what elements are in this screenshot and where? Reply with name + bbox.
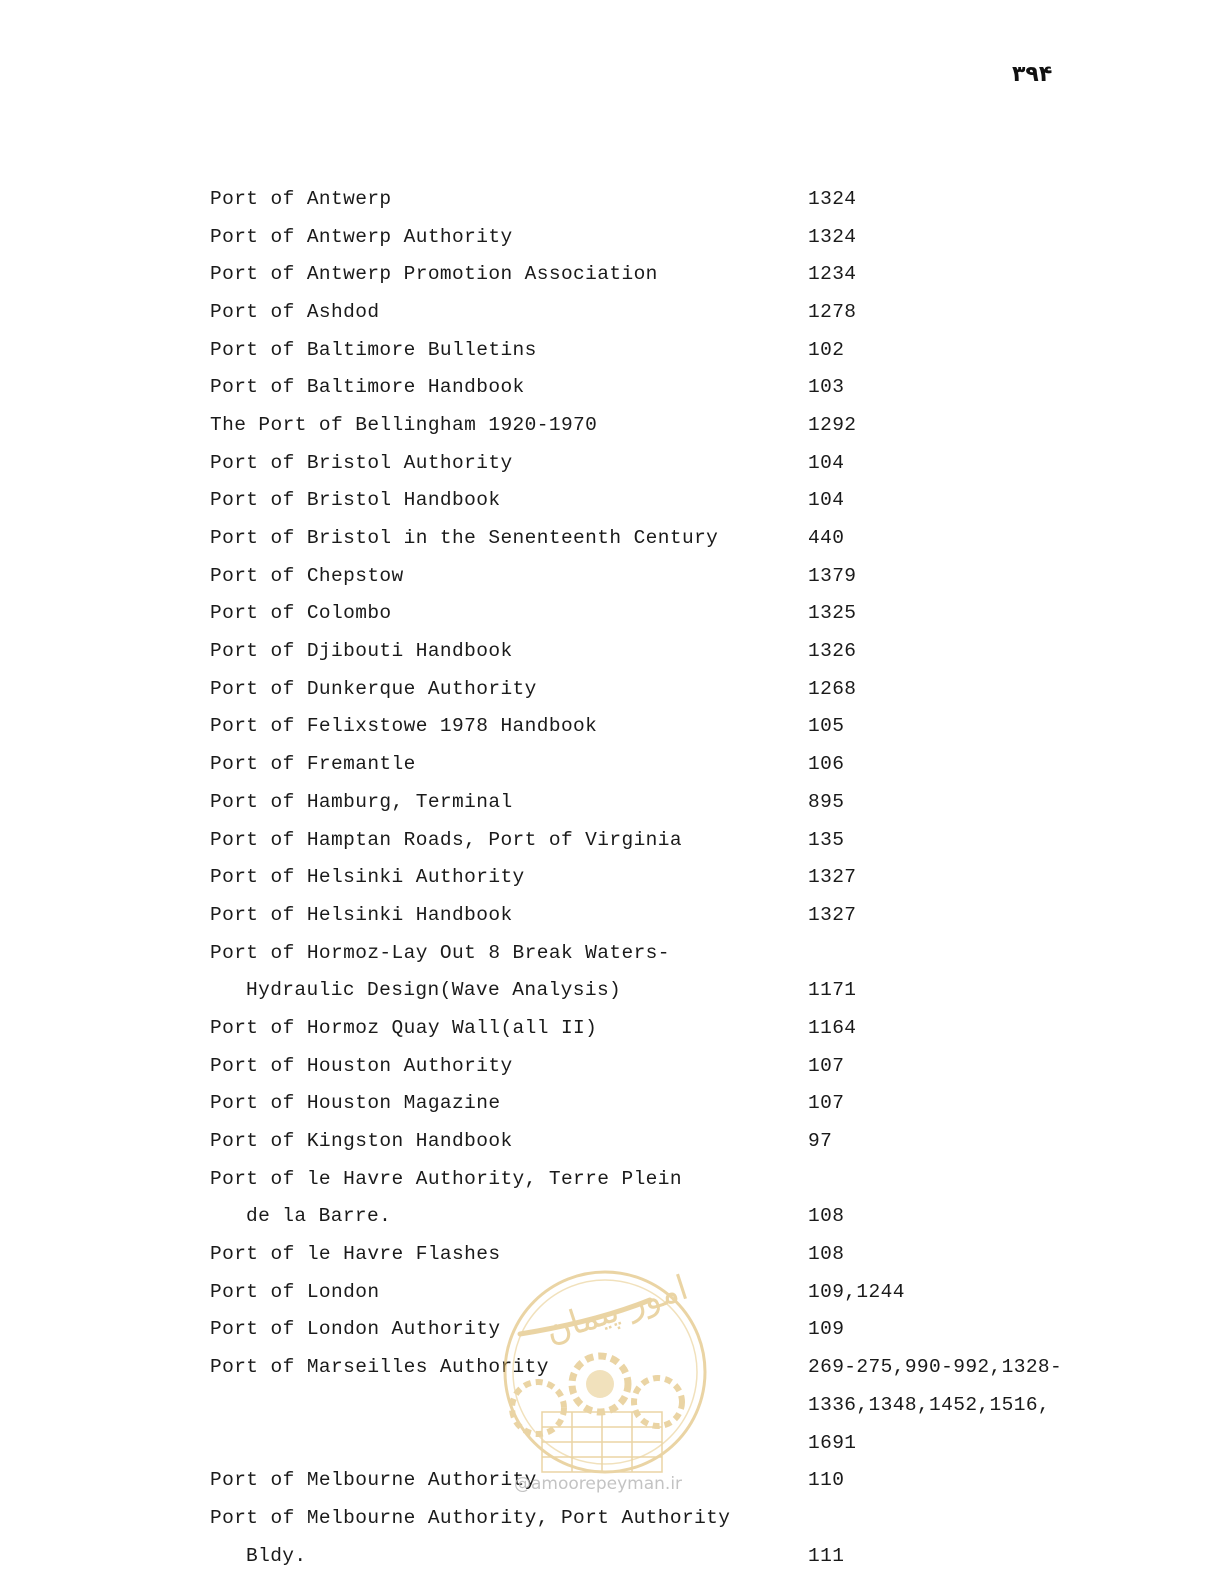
entry-pages: 1336,1348,1452,1516, — [808, 1393, 1051, 1416]
entry-pages: 1327 — [808, 866, 857, 889]
entry-title: Port of Melbourne Authority — [210, 1469, 537, 1492]
entry-title: de la Barre. — [246, 1205, 392, 1228]
entry-title: Port of London — [210, 1280, 380, 1303]
entry-title: Port of Dunkerque Authority — [210, 677, 537, 700]
entry-pages: 1324 — [808, 187, 857, 210]
index-entry — [210, 783, 1110, 821]
entry-title: Port of Ashdod — [210, 300, 380, 323]
entry-title: Port of le Havre Authority, Terre Plein — [210, 1167, 682, 1190]
entry-pages: 1325 — [808, 602, 857, 625]
index-entry — [210, 218, 1110, 256]
entry-title: Port of Colombo — [210, 602, 392, 625]
index-entry — [210, 1273, 1110, 1311]
entry-title: Port of Houston Magazine — [210, 1092, 501, 1115]
entry-pages: 107 — [808, 1092, 845, 1115]
index-entry — [210, 1499, 1110, 1537]
entry-title: The Port of Bellingham 1920-1970 — [210, 413, 598, 436]
index-entry — [210, 1085, 1110, 1123]
entry-title: Port of Baltimore Handbook — [210, 376, 525, 399]
entry-pages: 102 — [808, 338, 845, 361]
index-entry — [210, 1235, 1110, 1273]
page-number: ۳۹۴ — [1012, 62, 1053, 87]
entry-pages: 106 — [808, 753, 845, 776]
index-entry — [210, 1122, 1110, 1160]
entry-title: Port of Bristol Handbook — [210, 489, 501, 512]
index-entry — [210, 858, 1110, 896]
index-entry — [210, 1198, 1110, 1236]
entry-title: Port of Bristol in the Senenteenth Century — [210, 527, 719, 550]
entry-title: Port of Hormoz-Lay Out 8 Break Waters- — [210, 941, 670, 964]
entry-title: Port of Hamburg, Terminal — [210, 790, 513, 813]
entry-pages: 108 — [808, 1243, 845, 1266]
index-list — [210, 180, 1110, 1574]
entry-pages: 104 — [808, 489, 845, 512]
index-entry — [210, 896, 1110, 934]
index-entry — [210, 1386, 1110, 1424]
entry-title: Port of Felixstowe 1978 Handbook — [210, 715, 598, 738]
entry-title: Port of Houston Authority — [210, 1054, 513, 1077]
index-entry — [210, 331, 1110, 369]
entry-pages: 1324 — [808, 225, 857, 248]
entry-pages: 1164 — [808, 1016, 857, 1039]
index-entry — [210, 745, 1110, 783]
entry-pages: 135 — [808, 828, 845, 851]
entry-pages: 108 — [808, 1205, 845, 1228]
entry-title: Hydraulic Design(Wave Analysis) — [246, 979, 622, 1002]
index-entry — [210, 368, 1110, 406]
index-entry — [210, 1160, 1110, 1198]
entry-pages: 269-275,990-992,1328- — [808, 1356, 1063, 1379]
index-entry — [210, 1047, 1110, 1085]
watermark-url: @amoorepeyman.ir — [514, 1474, 683, 1494]
entry-pages: 109,1244 — [808, 1280, 905, 1303]
entry-title: Port of Bristol Authority — [210, 451, 513, 474]
index-entry — [210, 1009, 1110, 1047]
entry-pages: 1234 — [808, 263, 857, 286]
entry-pages: 1292 — [808, 413, 857, 436]
entry-pages: 111 — [808, 1544, 845, 1567]
index-entry — [210, 670, 1110, 708]
index-entry — [210, 519, 1110, 557]
entry-title: Port of Hormoz Quay Wall(all II) — [210, 1016, 598, 1039]
entry-pages: 97 — [808, 1130, 833, 1153]
entry-pages: 440 — [808, 527, 845, 550]
entry-pages: 1327 — [808, 903, 857, 926]
index-entry — [210, 708, 1110, 746]
entry-pages: 109 — [808, 1318, 845, 1341]
entry-title: Port of Baltimore Bulletins — [210, 338, 537, 361]
entry-title: Port of le Havre Flashes — [210, 1243, 501, 1266]
entry-title: Port of Chepstow — [210, 564, 404, 587]
index-entry — [210, 1537, 1110, 1575]
entry-pages: 1379 — [808, 564, 857, 587]
entry-title: Port of Antwerp Promotion Association — [210, 263, 658, 286]
index-entry — [210, 255, 1110, 293]
index-entry — [210, 482, 1110, 520]
entry-title: Port of Marseilles Authority — [210, 1356, 549, 1379]
index-entry — [210, 1424, 1110, 1462]
entry-title: Port of Fremantle — [210, 753, 416, 776]
entry-pages: 1268 — [808, 677, 857, 700]
index-entry — [210, 293, 1110, 331]
entry-title: Port of Helsinki Authority — [210, 866, 525, 889]
entry-title: Port of Helsinki Handbook — [210, 903, 513, 926]
entry-title: Port of Kingston Handbook — [210, 1130, 513, 1153]
index-entry — [210, 595, 1110, 633]
entry-pages: 1691 — [808, 1431, 857, 1454]
entry-title: Port of Hamptan Roads, Port of Virginia — [210, 828, 682, 851]
entry-title: Port of Djibouti Handbook — [210, 640, 513, 663]
entry-title: Port of Antwerp Authority — [210, 225, 513, 248]
entry-title: Port of Antwerp — [210, 187, 392, 210]
entry-pages: 107 — [808, 1054, 845, 1077]
index-entry — [210, 1348, 1110, 1386]
entry-pages: 104 — [808, 451, 845, 474]
entry-pages: 1326 — [808, 640, 857, 663]
entry-title: Port of London Authority — [210, 1318, 501, 1341]
index-entry — [210, 444, 1110, 482]
entry-pages: 895 — [808, 790, 845, 813]
entry-pages: 1278 — [808, 300, 857, 323]
index-entry — [210, 406, 1110, 444]
index-entry — [210, 1311, 1110, 1349]
entry-pages: 103 — [808, 376, 845, 399]
index-entry — [210, 632, 1110, 670]
entry-pages: 105 — [808, 715, 845, 738]
index-entry — [210, 934, 1110, 972]
watermark-logo-text: امور پیمان — [540, 1267, 693, 1352]
index-entry — [210, 971, 1110, 1009]
entry-pages: 1171 — [808, 979, 857, 1002]
entry-title: Bldy. — [246, 1544, 307, 1567]
index-entry — [210, 180, 1110, 218]
entry-pages: 110 — [808, 1469, 845, 1492]
entry-title: Port of Melbourne Authority, Port Authority — [210, 1506, 731, 1529]
index-entry — [210, 821, 1110, 859]
index-entry — [210, 557, 1110, 595]
